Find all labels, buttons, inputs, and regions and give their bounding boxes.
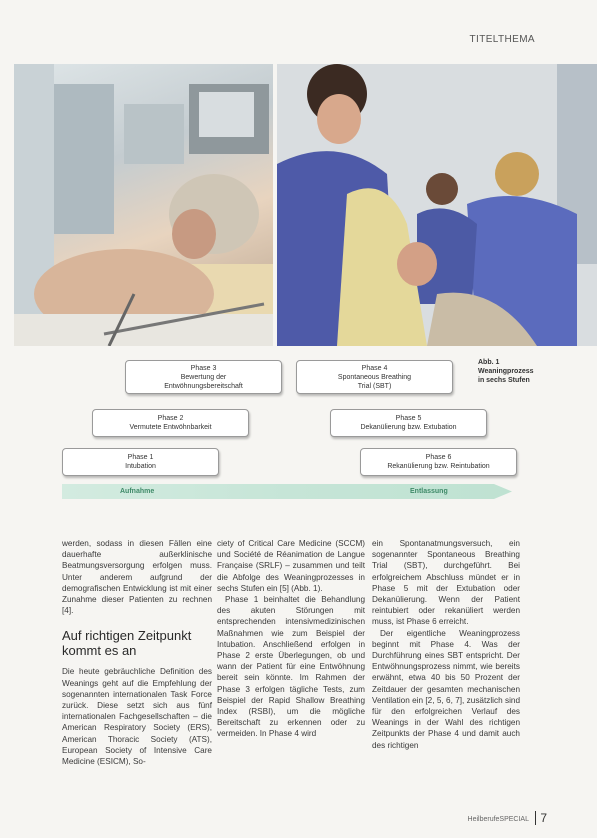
col1-paragraph-2: Die heute gebräuchliche Definition des Weanings geht auf die Empfehlung der sogenannten internationalen Task Force zurück. Diese setzt sich aus fünf internationalen Fachgesellschaften – die American Respiratory Society (ERS), American Thoracic Society (ATS), European Society of Intensive Care Medicine (ESICM), So-	[62, 667, 212, 767]
article-column-2	[217, 538, 365, 740]
figure-caption-line-2: in sechs Stufen	[478, 377, 530, 384]
phase-2-text: Vermutete Entwöhnbarkeit	[129, 424, 212, 431]
phase-5-title: Phase 5	[395, 415, 422, 422]
phase-3-title: Phase 3	[190, 364, 217, 372]
icu-patient-photo	[14, 64, 273, 346]
section-label: TITELTHEMA	[469, 34, 535, 45]
phase-1-text: Intubation	[125, 463, 156, 470]
arrow-right-label: Entlassung	[410, 488, 448, 495]
page-number: 7	[535, 811, 547, 825]
phase-1-box	[62, 448, 219, 476]
col1-paragraph-1: werden, sodass in diesen Fällen eine dauerhafte außerklinische Beatmungsversorgung erfolgen muss. Unter anderem aufgrund der demografischen Entwicklung ist mit einer Zunahme dieser Patienten zu rechnen [4].	[62, 539, 212, 616]
phase-6-text: Rekanülierung bzw. Reintubation	[387, 463, 490, 470]
col2-paragraph-1: ciety of Critical Care Medicine (SCCM) und Société de Réanimation de Langue Française (SRLF) – zusammen und teilt die Abfolge des Weaningprozesses in sechs Stufen ein [5] (Abb. 1).	[217, 539, 365, 593]
section-heading: Auf richtigen Zeitpunkt kommt es an	[62, 628, 192, 659]
phase-2-title: Phase 2	[157, 415, 184, 422]
phase-6-box	[360, 448, 517, 476]
col2-paragraph-2: Phase 1 beinhaltet die Behandlung des akuten Störungen mit entsprechenden intensivmedizinischen Maßnahmen wie zum Beispiel der Intubation. Anschließend erfolgen in Phase 2 erste Überlegungen, ob und wann der Patient für eine Entwöhnung bereit sein könnte. Im Rahmen der Phase 3 erfolgen tägliche Tests, zum Beispiel der Rapid Shallow Breathing Index (RSBI), um die mögliche Bereitschaft zu erkennen oder zu vermeiden. In Phase 4 wird	[217, 595, 365, 739]
phase-1-title: Phase 1	[127, 454, 154, 461]
phase-4-title: Phase 4	[361, 364, 388, 372]
col3-paragraph-1: ein Spontanatmungsversuch, ein sogenannter Spontaneous Breathing Trial (SBT), durchgeführt. Bei erfolgreichem Abschluss mündet er in Phase 5 mit der Extubation oder Dekanülierung. Wenn der Patient reintubiert oder rekanüliert werden muss, ist Phase 6 erreicht.	[372, 539, 520, 627]
col3-paragraph-2: Der eigentliche Weaningprozess beginnt mit Phase 4. Was der Durchführung eines SBT entspricht. Der Entwöhnungsprozess nimmt, wie bereits erwähnt, etwa 40 bis 50 Prozent der Zeitdauer der gesamten mechanischen Ventilation ein [2, 5, 6, 7], zusätzlich sind für den erfolgreichen Verlauf des Weanings in der Wahl des richtigen Zeitpunkts der Phase 4 und damit auch des richtigen	[372, 628, 520, 750]
phase-3-box	[125, 360, 282, 394]
phase-2-box	[92, 409, 249, 437]
arrow-left-label: Aufnahme	[120, 488, 155, 495]
phase-4-box	[296, 360, 453, 394]
article-column-3	[372, 538, 520, 751]
phase-4-text-1: Spontaneous Breathing	[337, 373, 412, 381]
article-column-1	[62, 538, 212, 767]
nursing-team-photo	[277, 64, 597, 346]
phase-3-text-2: Entwöhnungsbereitschaft	[164, 382, 243, 390]
journal-name: HeilberufeSPECIAL	[467, 816, 529, 823]
phase-5-box	[330, 409, 487, 437]
phase-3-text-1: Bewertung der	[180, 373, 227, 381]
phase-5-text: Dekanülierung bzw. Extubation	[360, 424, 457, 431]
figure-caption	[478, 358, 568, 385]
phase-6-title: Phase 6	[425, 454, 452, 461]
figure-caption-line-1: Weaningprozess	[478, 368, 534, 375]
figure-caption-label: Abb. 1	[478, 359, 500, 366]
phase-4-text-2: Trial (SBT)	[357, 382, 392, 390]
